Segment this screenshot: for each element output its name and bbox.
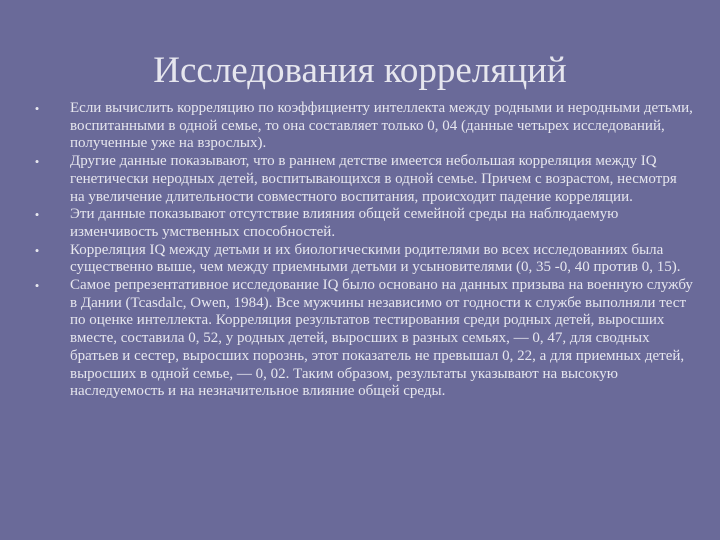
bullet-text: Эти данные показывают отсутствие влияния общей семейной среды на наблюдаемую изменчивость умственных способностей. (70, 206, 619, 240)
bullet-marker-icon: • (34, 278, 40, 294)
bullet-item (30, 242, 695, 277)
bullet-text: Если вычислить корреляцию по коэффициенту интеллекта между родными и неродными детьми, воспитанными в одной семье, то она составляет только 0, 04 (данные четырех исследований, полученные уже на взрослых). (70, 100, 693, 152)
bullet-item (30, 100, 695, 153)
bullet-item (30, 277, 695, 401)
bullet-text: Самое репрезентативное исследование IQ было основано на данных призыва на военную службу в Дании (Tcasdalc, Owen, 1984). Все мужчины независимо от годности к службе выполняли тест по оценке интеллекта. Корреляция результатов тестирования среди родных детей, выросших вместе, составила 0, 52, у родных детей, выросших в разных семьях, — 0, 47, для сводных братьев и сестер, выросших порознь, этот показатель не превышал 0, 22, а для приемных детей, выросших в одной семье, — 0, 02. Таким образом, результаты указывают на высокую наследуемость и на незначительное влияние общей среды. (70, 277, 693, 400)
bullet-marker-icon: • (34, 242, 40, 258)
bullet-marker-icon: • (34, 154, 40, 170)
bullet-item (30, 206, 695, 241)
bullet-text: Корреляция IQ между детьми и их биологическими родителями во всех исследованиях была существенно выше, чем между приемными детьми и усыновителями (0, 35 -0, 40 против 0, 15). (70, 241, 681, 276)
bullet-list (30, 100, 695, 401)
bullet-text: Другие данные показывают, что в раннем детстве имеется небольшая корреляция между IQ генетически неродных детей, воспитывающихся в одной семье. Причем с возрастом, несмотря на увеличение длительности совместного воспитания, происходит падение корреляции. (70, 153, 677, 205)
bullet-marker-icon: • (34, 207, 40, 223)
bullet-item (30, 153, 695, 206)
slide-title: Исследования корреляций (153, 49, 567, 91)
bullet-marker-icon: • (34, 101, 40, 116)
